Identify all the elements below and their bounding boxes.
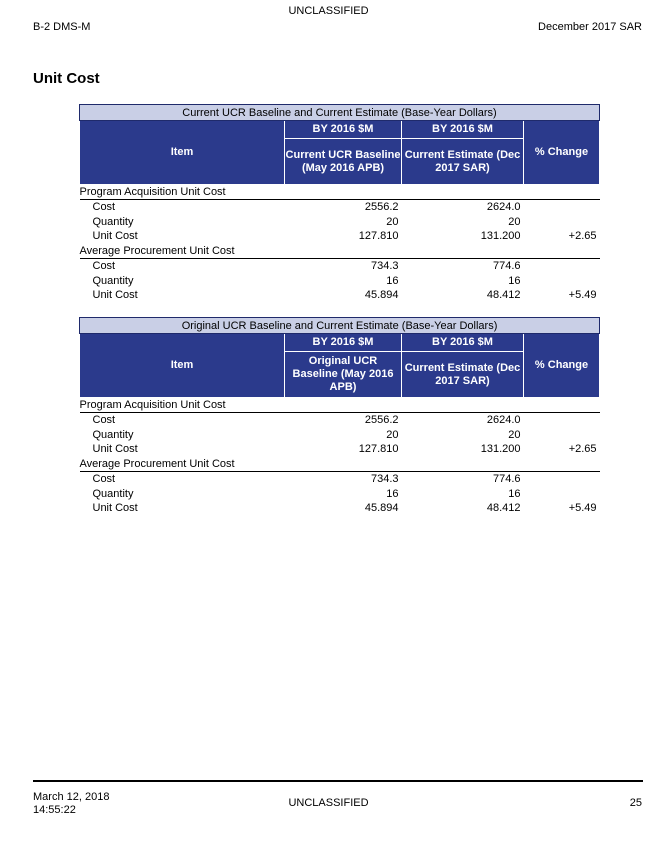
- column-header-baseline: Original UCR Baseline (May 2016 APB): [285, 352, 402, 398]
- row-label: Unit Cost: [92, 502, 138, 515]
- column-header-change: % Change: [524, 121, 600, 185]
- estimate-value: 16: [508, 487, 521, 500]
- row-label: Quantity: [92, 487, 134, 500]
- change-value: +5.49: [568, 289, 597, 302]
- row-label: Cost: [92, 201, 116, 214]
- table-row: [80, 471, 600, 486]
- table-caption: Current UCR Baseline and Current Estimate (Base-Year Dollars): [80, 105, 600, 121]
- estimate-value: 20: [508, 215, 521, 228]
- baseline-value: 2556.2: [364, 414, 399, 427]
- section-header: Average Procurement Unit Cost: [80, 244, 600, 259]
- column-header-item: Item: [80, 334, 285, 398]
- table-row: [80, 486, 600, 501]
- baseline-value: 734.3: [370, 473, 399, 486]
- table-row: [80, 428, 600, 443]
- row-label: Quantity: [92, 274, 134, 287]
- estimate-value: 20: [508, 428, 521, 441]
- estimate-value: 131.200: [480, 230, 521, 243]
- estimate-value: 2624.0: [486, 201, 521, 214]
- classification-bottom: UNCLASSIFIED: [288, 797, 369, 809]
- classification-top: UNCLASSIFIED: [288, 5, 369, 17]
- estimate-value: 16: [508, 274, 521, 287]
- page-number: 25: [629, 797, 642, 809]
- current-ucr-table: [79, 104, 600, 303]
- column-header-estimate: Current Estimate (Dec 2017 SAR): [402, 352, 524, 398]
- table-row: [80, 413, 600, 428]
- column-header-item: Item: [80, 121, 285, 185]
- column-group-header: BY 2016 $M: [285, 334, 402, 352]
- table-row: [80, 200, 600, 215]
- change-value: [524, 486, 600, 501]
- row-label: Unit Cost: [92, 443, 138, 456]
- estimate-value: 48.412: [486, 289, 521, 302]
- program-name: B-2 DMS-M: [33, 21, 91, 33]
- row-label: Cost: [92, 414, 116, 427]
- baseline-value: 127.810: [358, 230, 399, 243]
- baseline-value: 2556.2: [364, 201, 399, 214]
- estimate-value: 774.6: [492, 473, 521, 486]
- table-caption: Original UCR Baseline and Current Estimate (Base-Year Dollars): [80, 318, 600, 334]
- estimate-value: 48.412: [486, 502, 521, 515]
- change-value: [524, 428, 600, 443]
- baseline-value: 16: [386, 274, 399, 287]
- baseline-value: 734.3: [370, 260, 399, 273]
- table-row: [80, 501, 600, 516]
- estimate-value: 2624.0: [486, 414, 521, 427]
- baseline-value: 45.894: [364, 502, 399, 515]
- change-value: +2.65: [568, 443, 597, 456]
- baseline-value: 45.894: [364, 289, 399, 302]
- footer-rule: [33, 780, 643, 782]
- table-row: [80, 288, 600, 303]
- footer-time: 14:55:22: [33, 804, 76, 816]
- row-label: Quantity: [92, 428, 134, 441]
- row-label: Cost: [92, 260, 116, 273]
- section-header: Average Procurement Unit Cost: [80, 457, 600, 472]
- table-row: [80, 442, 600, 457]
- column-group-header: BY 2016 $M: [285, 121, 402, 139]
- column-group-header: BY 2016 $M: [402, 334, 524, 352]
- baseline-value: 20: [386, 215, 399, 228]
- estimate-value: 774.6: [492, 260, 521, 273]
- change-value: [524, 273, 600, 288]
- change-value: [524, 200, 600, 215]
- row-label: Unit Cost: [92, 289, 138, 302]
- section-header: Program Acquisition Unit Cost: [80, 185, 600, 200]
- baseline-value: 16: [386, 487, 399, 500]
- table-row: [80, 229, 600, 244]
- change-value: +5.49: [568, 502, 597, 515]
- row-label: Unit Cost: [92, 230, 138, 243]
- baseline-value: 20: [386, 428, 399, 441]
- table-row: [80, 215, 600, 230]
- column-header-baseline: Current UCR Baseline (May 2016 APB): [285, 139, 402, 185]
- change-value: +2.65: [568, 230, 597, 243]
- section-header: Program Acquisition Unit Cost: [80, 398, 600, 413]
- column-header-estimate: Current Estimate (Dec 2017 SAR): [402, 139, 524, 185]
- change-value: [524, 471, 600, 486]
- table-row: [80, 273, 600, 288]
- report-name: December 2017 SAR: [538, 21, 642, 33]
- column-header-change: % Change: [524, 334, 600, 398]
- change-value: [524, 215, 600, 230]
- baseline-value: 127.810: [358, 443, 399, 456]
- column-group-header: BY 2016 $M: [402, 121, 524, 139]
- estimate-value: 131.200: [480, 443, 521, 456]
- table-row: [80, 258, 600, 273]
- row-label: Cost: [92, 473, 116, 486]
- section-title: Unit Cost: [33, 70, 100, 87]
- row-label: Quantity: [92, 215, 134, 228]
- original-ucr-table: [79, 317, 600, 516]
- change-value: [524, 258, 600, 273]
- footer-date: March 12, 2018: [33, 791, 110, 803]
- change-value: [524, 413, 600, 428]
